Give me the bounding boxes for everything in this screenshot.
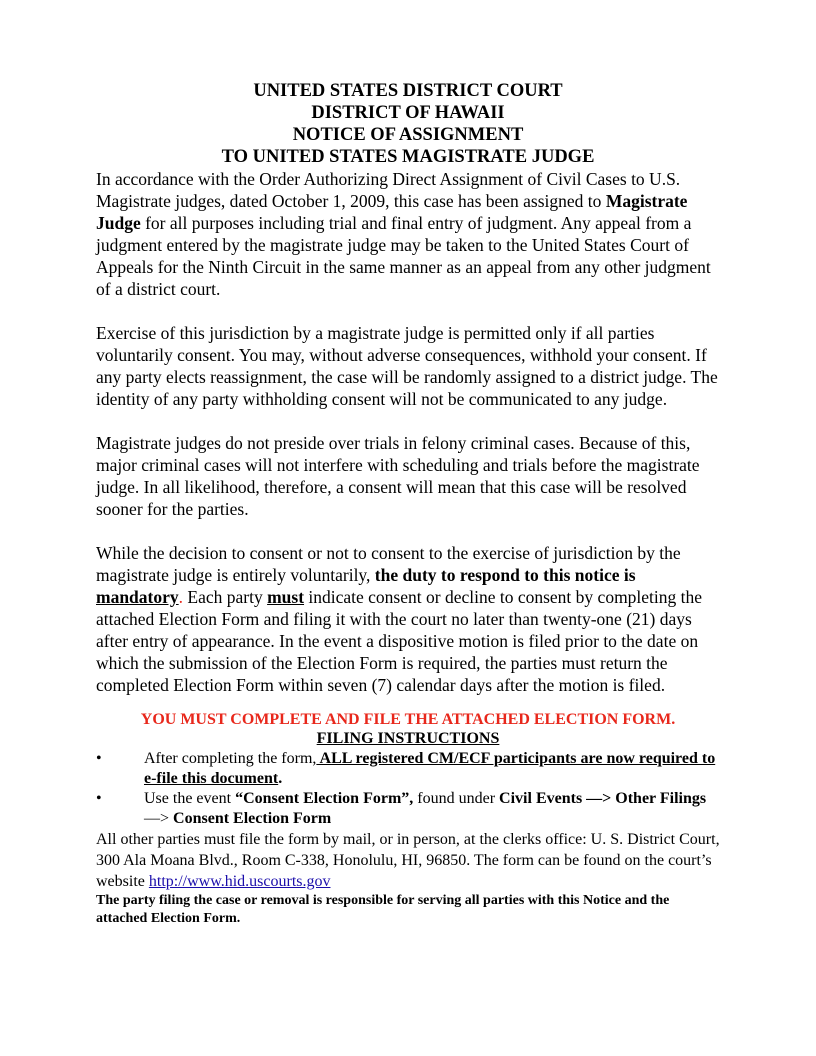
header-court-name: UNITED STATES DISTRICT COURT — [253, 81, 563, 101]
paragraph-consent: Exercise of this jurisdiction by a magistrate judge is permitted only if all parties voluntarily consent. You may, without adverse consequences, withhold your consent. If any party elects reassignment, the case will be randomly assigned to a district judge. The identity of any party withholding consent will not be communicated to any judge. — [96, 323, 718, 409]
paragraph-felony: Magistrate judges do not preside over trials in felony criminal cases. Because of this, major criminal cases will not interfere with scheduling and trials before the magistrate judge. In all likelihood, therefore, a consent will mean that this case will be resolved sooner for the parties. — [96, 433, 700, 519]
filing-instructions-heading: FILING INSTRUCTIONS — [316, 730, 500, 747]
must-text: must — [267, 587, 305, 607]
paragraph-duty: While the decision to consent or not to consent to the exercise of jurisdiction by the magistrate judge is entirely voluntarily, the duty to respond to this notice is mandatory. Each party must indicate consent or decline to consent by completing the attached Election Form and filing it with the court no later than twenty-one (21) days after entry of appearance. In the event a dispositive motion is filed prior to the date on which the submission of the Election Form is required, the parties must return the completed Election Form within seven (7) calendar days after the motion is filed. — [96, 543, 703, 695]
header-district: DISTRICT OF HAWAII — [311, 103, 505, 123]
mandatory-text: mandatory — [96, 587, 179, 607]
list-item: • Use the event “Consent Election Form”, found under Civil Events —> Other Filings —> Consent Election Form — [96, 790, 707, 827]
filing-instructions-list — [96, 749, 720, 829]
header-magistrate: TO UNITED STATES MAGISTRATE JUDGE — [221, 147, 595, 167]
paragraph-assignment: In accordance with the Order Authorizing Direct Assignment of Civil Cases to U.S. Magistrate judges, dated October 1, 2009, this case has been assigned to Magistrate Judge for all purposes including trial and final entry of judgment. Any appeal from a judgment entered by the magistrate judge may be taken to the United States Court of Appeals for the Ninth Circuit in the same manner as an appeal from any other judgment of a district court. — [96, 169, 711, 299]
paragraph-closing: The party filing the case or removal is responsible for serving all parties with this Notice and the attached Election Form. — [96, 893, 670, 926]
bullet-icon: • — [96, 750, 102, 767]
court-header — [96, 80, 720, 168]
list-item: • After completing the form, ALL registered CM/ECF participants are now required to e-file this document. — [96, 750, 716, 787]
header-notice: NOTICE OF ASSIGNMENT — [292, 125, 524, 145]
court-website-link[interactable]: http://www.hid.uscourts.gov — [148, 873, 331, 890]
bullet-icon: • — [96, 790, 102, 807]
paragraph-other-parties: All other parties must file the form by mail, or in person, at the clerks office: U. S. District Court, 300 Ala Moana Blvd., Room C-338, Honolulu, HI, 96850. The form can be found on the court’s website http://www.hid.uscourts.gov — [96, 831, 720, 890]
magistrate-judge-label: Magistrate Judge — [96, 191, 688, 233]
must-complete-heading: YOU MUST COMPLETE AND FILE THE ATTACHED ELECTION FORM. — [140, 711, 676, 728]
